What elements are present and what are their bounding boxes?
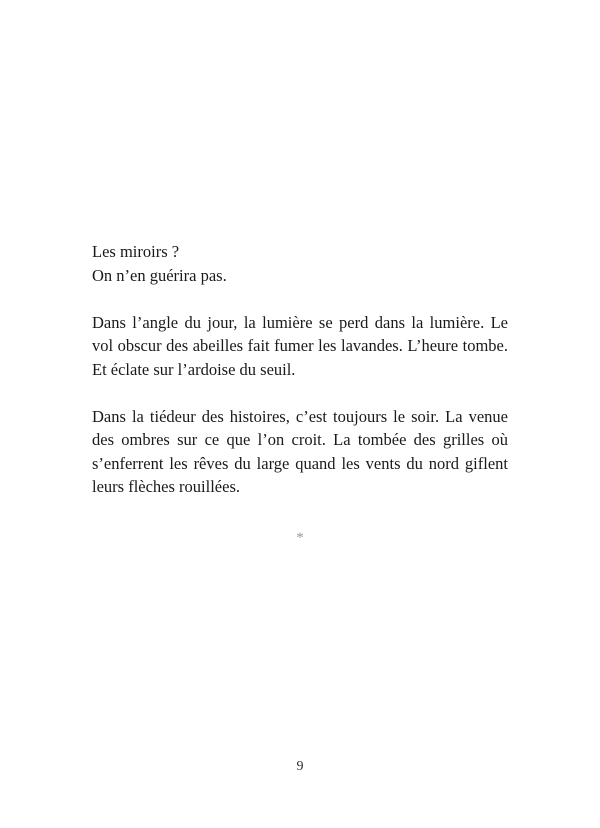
section-separator: *: [296, 530, 304, 546]
poem-text: [92, 240, 508, 499]
page-number: 9: [296, 759, 304, 774]
opening-stanza: [92, 240, 508, 287]
stanza-line: Les miroirs ?: [92, 242, 180, 261]
prose-paragraph: Dans la tiédeur des histoires, c’est toujours le soir. La venue des ombres sur ce que l’on croit. La tombée des grilles où s’enferrent les rêves du large quand les vents du nord giflent leurs flèches rouillées.: [92, 406, 508, 496]
prose-paragraph: Dans l’angle du jour, la lumière se perd dans la lumière. Le vol obscur des abeilles fait fumer les lavandes. L’heure tombe. Et éclate sur l’ardoise du seuil.: [92, 312, 508, 379]
stanza-line: On n’en guérira pas.: [92, 265, 227, 285]
